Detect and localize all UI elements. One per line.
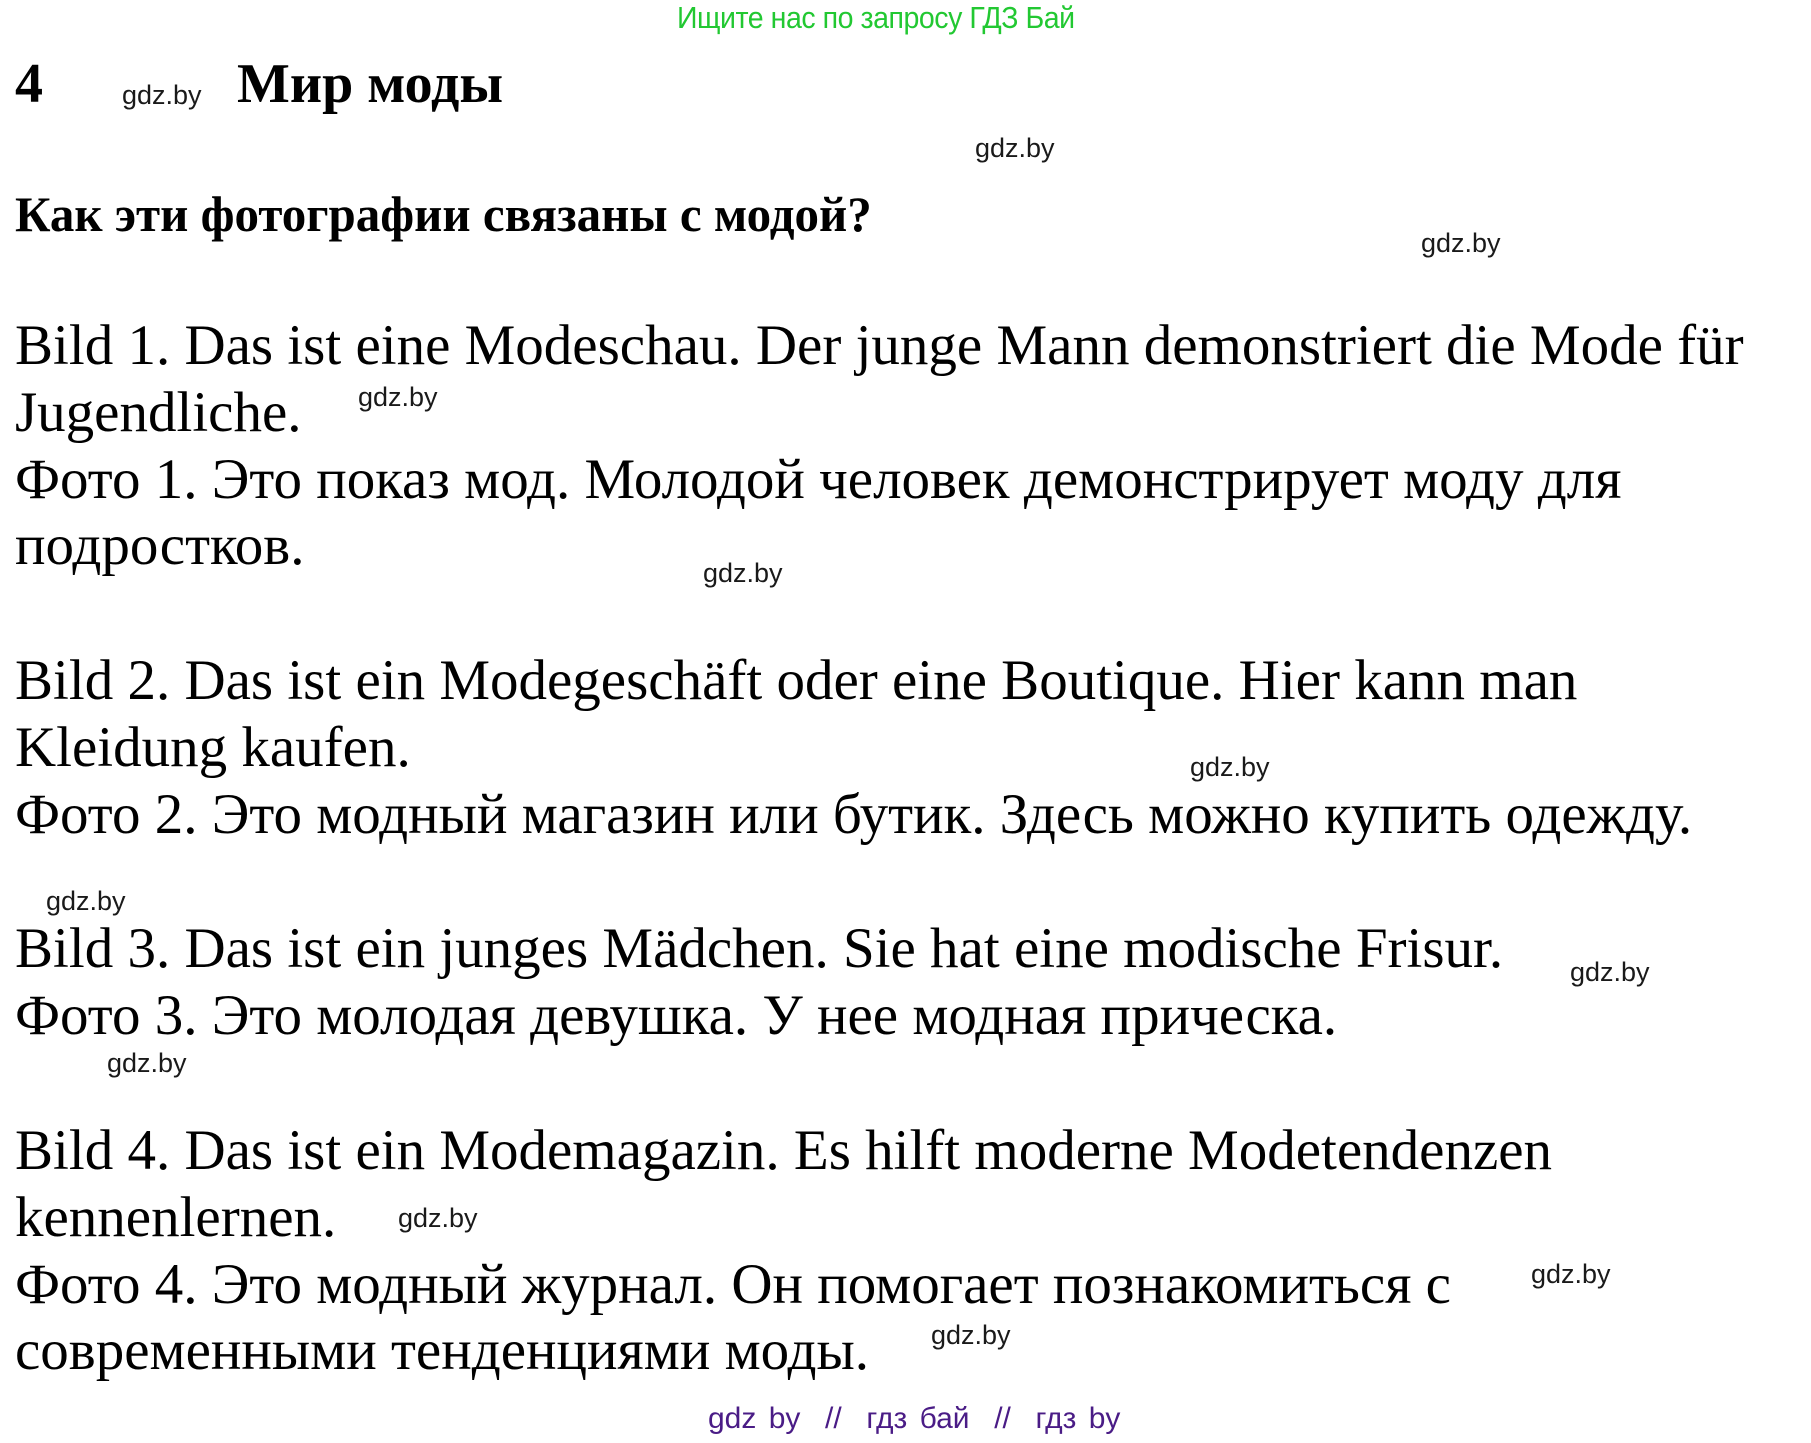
watermark: gdz.by — [398, 1203, 478, 1233]
watermark: gdz.by — [1531, 1259, 1611, 1289]
answer-line: Фото 3. Это молодая девушка. У нее модная прическа. — [15, 984, 1338, 1047]
promo-banner-text[interactable]: Ищите нас по запросу ГДЗ Бай — [677, 0, 1075, 35]
watermark: gdz.by — [107, 1048, 187, 1078]
watermark: gdz.by — [931, 1320, 1011, 1350]
watermark: gdz.by — [46, 886, 126, 916]
answer-line: Kleidung kaufen. — [15, 716, 411, 779]
answer-line: современными тенденциями моды. — [15, 1319, 870, 1382]
watermark: gdz.by — [1570, 957, 1650, 987]
answer-line: Bild 4. Das ist ein Modemagazin. Es hilft moderne Modetendenzen — [15, 1119, 1553, 1182]
watermark: gdz.by — [1190, 752, 1270, 782]
watermark: gdz.by — [975, 133, 1055, 163]
answer-line: Bild 2. Das ist ein Modegeschäft oder eine Boutique. Hier kann man — [15, 649, 1578, 712]
watermark: gdz.by — [703, 558, 783, 588]
answer-line: kennenlernen. — [15, 1186, 337, 1249]
watermark: gdz.by — [1421, 228, 1501, 258]
section-title: Мир моды — [237, 53, 504, 115]
task-question: Как эти фотографии связаны с модой? — [15, 186, 872, 242]
answer-line: Bild 1. Das ist eine Modeschau. Der junge Mann demonstriert die Mode für — [15, 314, 1744, 377]
section-number: 4 — [15, 53, 43, 115]
footer-links[interactable]: gdz by // гдз бай // гдз by — [708, 1402, 1121, 1435]
watermark: gdz.by — [358, 382, 438, 412]
answer-line: Bild 3. Das ist ein junges Mädchen. Sie hat eine modische Frisur. — [15, 917, 1504, 980]
answer-line: Фото 1. Это показ мод. Молодой человек демонстрирует моду для — [15, 448, 1622, 511]
answer-line: Фото 4. Это модный журнал. Он помогает познакомиться с — [15, 1253, 1451, 1316]
answer-line: Фото 2. Это модный магазин или бутик. Здесь можно купить одежду. — [15, 783, 1693, 846]
answer-line: Jugendliche. — [15, 381, 302, 444]
watermark: gdz.by — [122, 80, 202, 110]
answer-line: подростков. — [15, 514, 305, 577]
